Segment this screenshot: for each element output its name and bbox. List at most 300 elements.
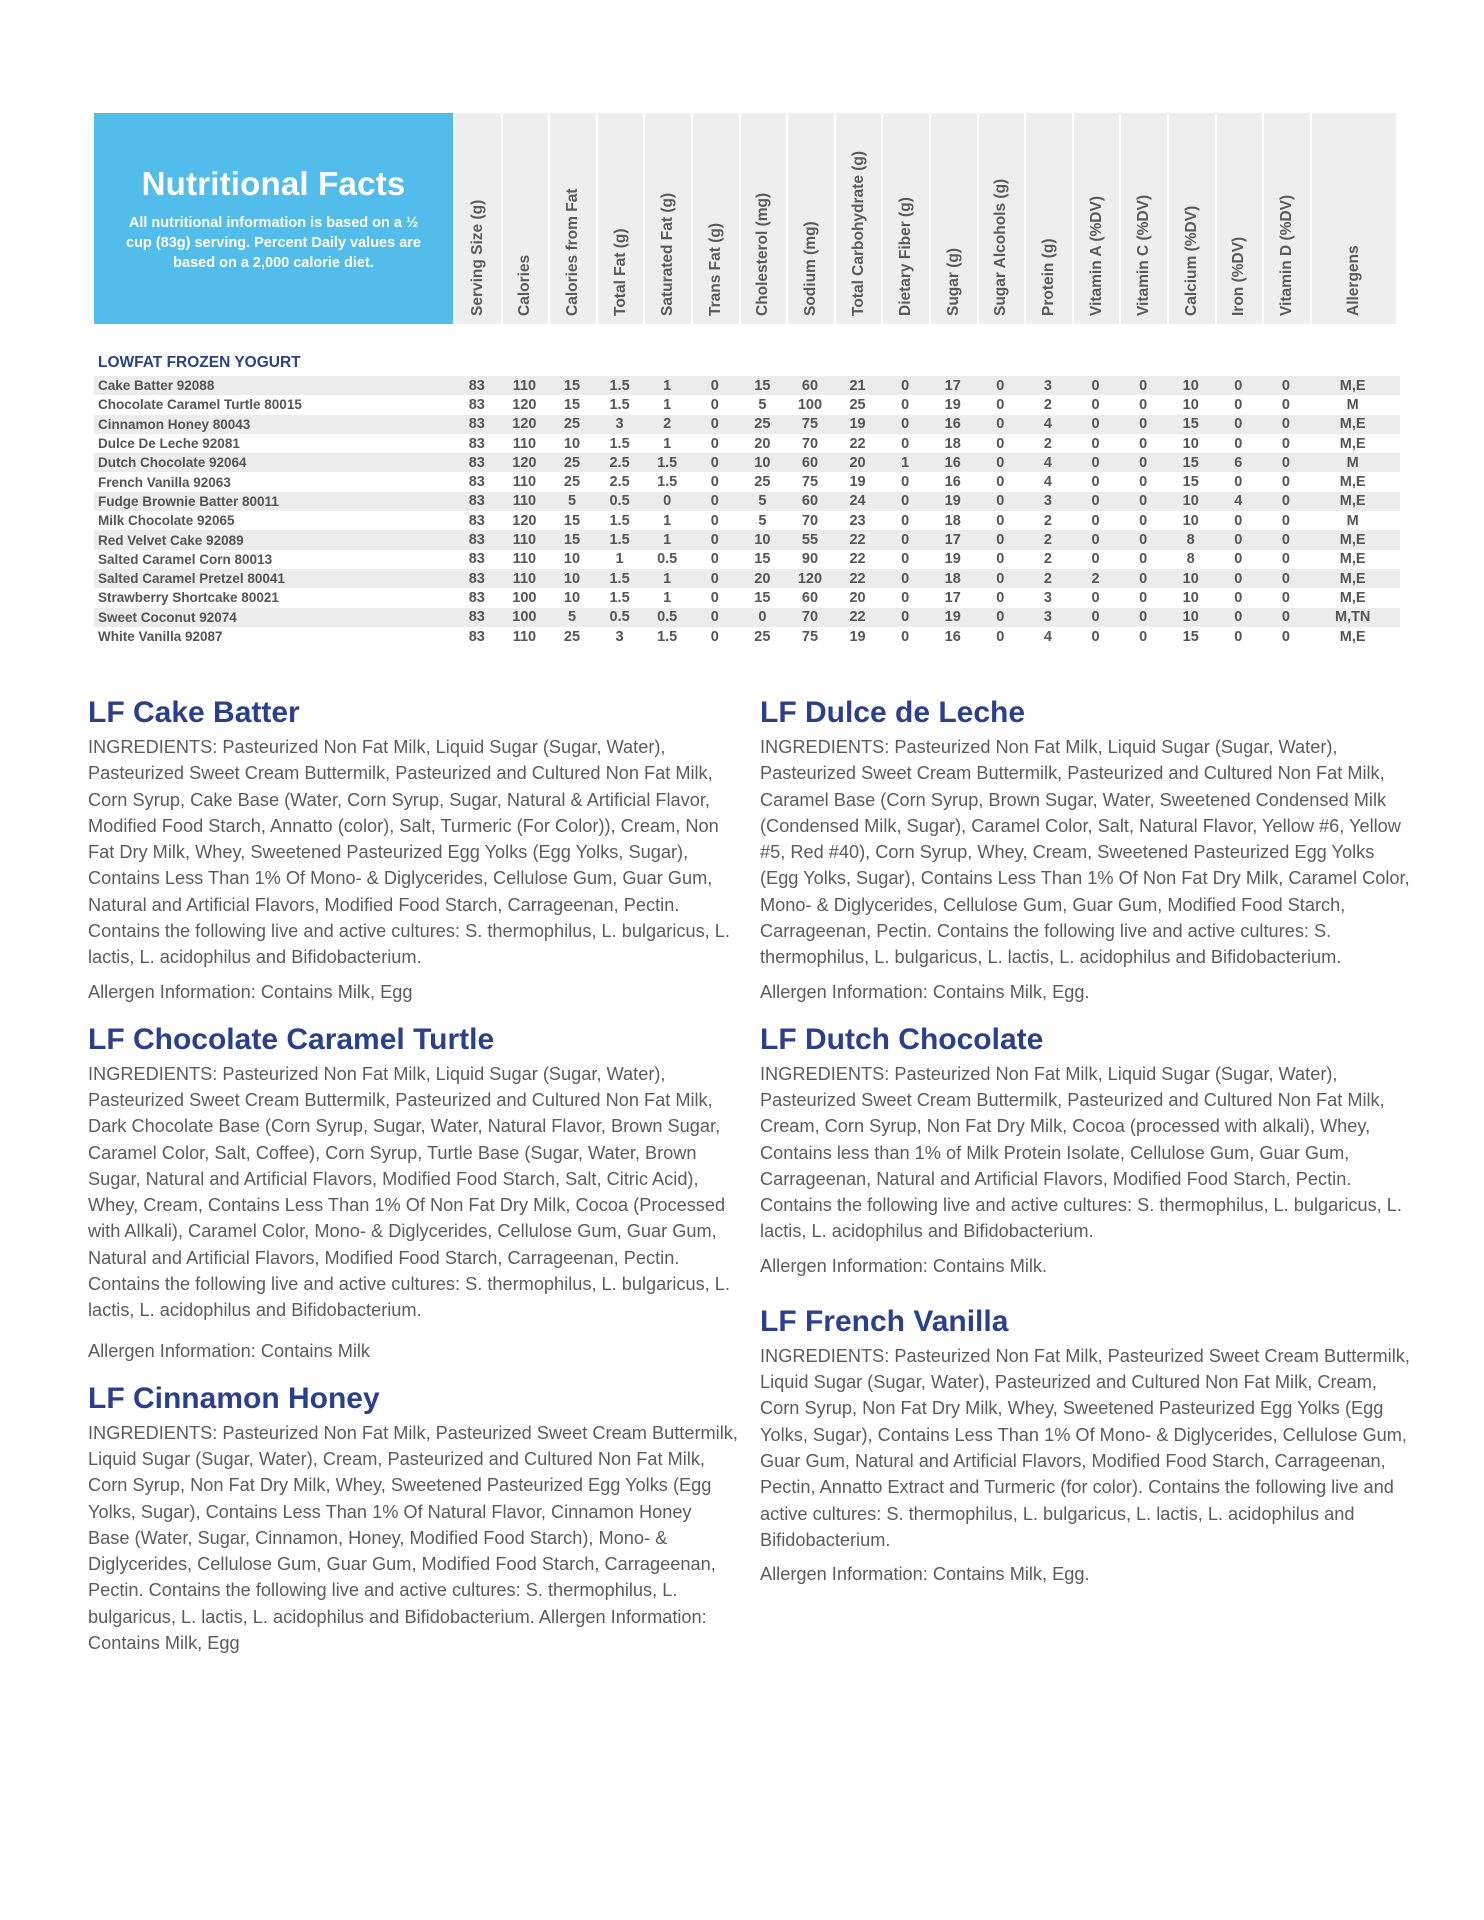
table-cell: 0: [1139, 628, 1148, 645]
table-cell: 0: [996, 396, 1005, 413]
table-row: [94, 415, 1400, 434]
table-cell: 23: [849, 512, 866, 529]
table-cell: 16: [944, 474, 961, 491]
table-cell: 0: [996, 628, 1005, 645]
table-cell: 25: [754, 474, 771, 491]
ingredients-text: INGREDIENTS: Pasteurized Non Fat Milk, Liquid Sugar (Sugar, Water), Pasteurized Sweet Cream Buttermilk, Pasteurized and Cultured Non Fat Milk, Dark Chocolate Base (Corn Syrup, Sugar, Water, Natural Flavor, Brown Sugar, Caramel Color, Salt, Coffee), Corn Syrup, Turtle Base (Sugar, Water, Brown Sugar, Natural and Artificial Flavors, Modified Food Starch, Salt, Citric Acid), Whey, Cream, Contains Less Than 1% Of Non Fat Dry Milk, Cocoa (Processed with Allkali), Caramel Color, Mono- & Diglycerides, Cellulose Gum, Guar Gum, Natural and Artificial Flavors, Modified Food Starch, Carrageenan, Pectin. Contains the following live and active cultures: S. thermophilus, L. bulgaricus, L. lactis, L. acidophilus and Bifidobacterium.: [88, 1063, 730, 1321]
column-header: [501, 113, 549, 324]
column-header: [834, 113, 882, 324]
table-cell: 5: [758, 512, 767, 529]
column-header-label: Sodium (mg): [801, 221, 819, 316]
column-header-label: Calories: [516, 254, 534, 316]
table-cell: 0: [710, 396, 719, 413]
table-cell: 75: [801, 474, 819, 491]
table-cell: 1.5: [609, 435, 630, 452]
table-cell: 2.5: [609, 454, 630, 471]
product-dutch-chocolate: [760, 1023, 1410, 1279]
table-cell: 0: [1091, 396, 1100, 413]
table-row: [94, 627, 1400, 646]
table-cell: 0: [1091, 532, 1100, 549]
table-cell: 55: [801, 532, 819, 549]
table-cell: 2: [663, 416, 672, 433]
table-cell: M,E: [1339, 435, 1366, 452]
table-cell: 25: [754, 416, 771, 433]
table-cell: 15: [563, 396, 581, 413]
table-cell: 0: [1091, 377, 1100, 394]
table-cell: 22: [849, 609, 866, 626]
table-cell: 120: [512, 512, 537, 529]
table-cell: 0: [1281, 589, 1290, 606]
table-cell: 4: [1043, 474, 1052, 491]
product-name: Sweet Coconut 92074: [98, 609, 237, 625]
table-cell: 0: [1091, 628, 1100, 645]
page-title: Nutritional Facts: [141, 164, 406, 202]
column-header: [1072, 113, 1120, 324]
table-cell: 25: [563, 416, 581, 433]
table-cell: 1.5: [609, 377, 630, 394]
table-cell: 16: [944, 454, 961, 471]
table-cell: 0: [1281, 435, 1290, 452]
table-cell: M,E: [1339, 474, 1366, 491]
title-box: [94, 113, 453, 324]
table-cell: M: [1346, 396, 1359, 413]
column-header-label: Dietary Fiber (g): [897, 197, 915, 316]
column-header-label: Iron (%DV): [1230, 236, 1248, 316]
column-header: [548, 113, 596, 324]
table-row: [94, 395, 1400, 414]
column-header: [929, 113, 977, 324]
table-cell: 15: [563, 377, 581, 394]
table-cell: 110: [512, 570, 537, 587]
product-name: Cinnamon Honey 80043: [98, 416, 251, 432]
table-header: [94, 113, 1400, 324]
table-cell: 0: [1139, 551, 1148, 568]
table-cell: 0: [1234, 532, 1243, 549]
table-cell: M,E: [1339, 532, 1366, 549]
table-row: [94, 376, 1400, 395]
table-cell: 16: [944, 416, 961, 433]
product-name: Dulce De Leche 92081: [98, 436, 240, 452]
serving-note: All nutritional information is based on a ½ cup (83g) serving. Percent Daily values are based on a 2,000 calorie diet.: [126, 214, 421, 271]
table-cell: 2: [1043, 532, 1052, 549]
table-cell: 0: [901, 532, 910, 549]
product-name: Red Velvet Cake 92089: [98, 532, 244, 548]
product-name: Dutch Chocolate 92064: [98, 455, 247, 471]
table-cell: 0: [1091, 493, 1100, 510]
product-title: LF Cake Batter: [88, 696, 300, 729]
table-cell: 0: [996, 454, 1005, 471]
table-cell: 0: [996, 474, 1005, 491]
table-cell: 83: [468, 551, 485, 568]
table-row: [94, 434, 1400, 453]
table-cell: 0: [901, 493, 910, 510]
table-cell: 0: [901, 377, 910, 394]
table-cell: 1: [615, 551, 624, 568]
table-cell: 120: [512, 454, 537, 471]
table-cell: 0: [1091, 416, 1100, 433]
table-cell: 3: [1043, 493, 1052, 510]
table-row: [94, 530, 1400, 549]
table-cell: 1: [663, 512, 672, 529]
table-cell: 0: [758, 609, 767, 626]
column-header-label: Trans Fat (g): [706, 222, 724, 316]
table-cell: 0: [996, 589, 1005, 606]
table-cell: 20: [754, 435, 771, 452]
table-cell: 0: [1234, 377, 1243, 394]
table-cell: 0: [1139, 532, 1148, 549]
column-header: [643, 113, 691, 324]
column-header: [739, 113, 787, 324]
table-cell: 0: [710, 493, 719, 510]
table-body: [94, 376, 1400, 646]
table-cell: 1.5: [609, 589, 630, 606]
table-cell: 0.5: [657, 609, 678, 626]
table-cell: 0: [710, 435, 719, 452]
table-cell: 0: [1234, 416, 1243, 433]
table-cell: 3: [1043, 377, 1052, 394]
table-cell: 10: [1182, 589, 1199, 606]
table-cell: 0: [710, 628, 719, 645]
table-cell: 0: [1281, 512, 1290, 529]
table-cell: 0: [710, 454, 719, 471]
product-dulce-de-leche: [760, 696, 1410, 1005]
table-cell: 0: [1139, 396, 1148, 413]
table-cell: 0: [1091, 609, 1100, 626]
table-cell: 0: [1091, 589, 1100, 606]
table-cell: 5: [758, 493, 767, 510]
column-header: [691, 113, 739, 324]
table-cell: M,E: [1339, 570, 1366, 587]
table-cell: 83: [468, 396, 485, 413]
table-cell: 3: [1043, 609, 1052, 626]
table-cell: 0: [1139, 377, 1148, 394]
product-name: Salted Caramel Pretzel 80041: [98, 571, 285, 587]
table-cell: 120: [512, 396, 537, 413]
table-cell: 15: [754, 377, 771, 394]
table-cell: 2: [1043, 396, 1052, 413]
table-cell: 83: [468, 493, 485, 510]
table-cell: 0: [1281, 416, 1290, 433]
table-cell: 0: [901, 474, 910, 491]
table-cell: 83: [468, 377, 485, 394]
table-cell: 0: [1281, 396, 1290, 413]
table-cell: 8: [1186, 551, 1195, 568]
table-row: [94, 511, 1400, 530]
table-cell: 0: [996, 609, 1005, 626]
table-cell: 0: [1234, 512, 1243, 529]
table-row: [94, 588, 1400, 607]
table-cell: 110: [512, 377, 537, 394]
table-cell: 83: [468, 435, 485, 452]
table-cell: 25: [754, 628, 771, 645]
table-cell: 20: [754, 570, 771, 587]
table-cell: 75: [801, 416, 819, 433]
table-cell: 0: [1281, 551, 1290, 568]
column-header-label: Calories from Fat: [563, 188, 581, 316]
table-cell: 10: [1182, 570, 1199, 587]
table-cell: M,TN: [1334, 609, 1371, 626]
product-french-vanilla: [760, 1305, 1410, 1587]
table-cell: 83: [468, 570, 485, 587]
table-cell: 19: [944, 609, 961, 626]
table-cell: 110: [512, 628, 537, 645]
table-cell: 0: [1091, 435, 1100, 452]
product-name: French Vanilla 92063: [98, 474, 231, 490]
product-chocolate-caramel-turtle: [88, 1023, 738, 1364]
product-name: Milk Chocolate 92065: [98, 513, 235, 529]
table-cell: 10: [1182, 609, 1199, 626]
table-cell: 100: [797, 396, 823, 413]
table-cell: 0: [710, 474, 719, 491]
product-name: Fudge Brownie Batter 80011: [98, 493, 279, 509]
table-cell: 2.5: [609, 474, 630, 491]
table-cell: 10: [754, 454, 771, 471]
column-header-label: Vitamin D (%DV): [1277, 194, 1295, 316]
table-cell: 10: [754, 532, 771, 549]
table-cell: 1.5: [609, 512, 630, 529]
table-cell: 0: [1281, 628, 1290, 645]
table-cell: 0: [901, 416, 910, 433]
table-cell: 17: [944, 377, 961, 394]
table-cell: 3: [615, 416, 624, 433]
table-cell: 60: [801, 377, 819, 394]
column-header: [1167, 113, 1215, 324]
table-cell: 0: [901, 589, 910, 606]
table-cell: 110: [512, 493, 537, 510]
table-cell: 1.5: [609, 532, 630, 549]
table-cell: 100: [512, 609, 537, 626]
table-cell: 22: [849, 435, 866, 452]
column-header-label: Total Carbohydrate (g): [849, 150, 867, 316]
table-cell: 1.5: [609, 570, 630, 587]
table-cell: 60: [801, 454, 819, 471]
table-cell: 5: [567, 609, 577, 626]
table-cell: 10: [1182, 377, 1199, 394]
product-title: LF Cinnamon Honey: [88, 1381, 380, 1415]
table-cell: 0: [1234, 589, 1243, 606]
table-cell: 10: [563, 589, 581, 606]
ingredients-right-column: [760, 696, 1410, 1605]
table-cell: 0: [1234, 609, 1243, 626]
column-header-label: Cholesterol (mg): [754, 192, 772, 316]
table-cell: 0: [996, 493, 1005, 510]
column-header: [1262, 113, 1310, 324]
table-cell: 22: [849, 551, 866, 568]
column-header: [881, 113, 929, 324]
table-cell: 4: [1043, 628, 1052, 645]
table-cell: 3: [615, 628, 624, 645]
table-cell: 0: [996, 377, 1005, 394]
table-cell: 0: [996, 416, 1005, 433]
table-cell: 83: [468, 589, 485, 606]
table-cell: 1: [663, 570, 672, 587]
table-row: [94, 550, 1400, 569]
table-cell: 0: [901, 512, 910, 529]
table-row: [94, 453, 1400, 472]
table-cell: 17: [944, 589, 961, 606]
table-cell: M,E: [1339, 628, 1366, 645]
table-cell: 120: [512, 416, 537, 433]
table-cell: 0: [710, 416, 719, 433]
table-cell: 0: [1281, 532, 1290, 549]
allergen-info: Allergen Information: Contains Milk, Egg.: [760, 1564, 1090, 1585]
table-cell: 0: [1281, 474, 1290, 491]
table-cell: 0: [1091, 454, 1100, 471]
table-cell: 16: [944, 628, 961, 645]
table-cell: 6: [1234, 454, 1243, 471]
table-cell: 83: [468, 609, 485, 626]
table-cell: 0: [1091, 474, 1100, 491]
column-header: [453, 113, 501, 324]
allergen-info: Allergen Information: Contains Milk, Egg.: [760, 981, 1090, 1002]
table-cell: 70: [801, 512, 819, 529]
table-row: [94, 472, 1400, 491]
table-cell: 19: [944, 493, 961, 510]
table-cell: 70: [801, 609, 819, 626]
column-header: [596, 113, 644, 324]
table-cell: 19: [944, 396, 961, 413]
table-cell: M: [1346, 512, 1359, 529]
ingredients-text: INGREDIENTS: Pasteurized Non Fat Milk, Pasteurized Sweet Cream Buttermilk, Liquid Sugar (Sugar, Water), Cream, Pasteurized and Cultured Non Fat Milk, Corn Syrup, Non Fat Dry Milk, Whey, Sweetened Pasteurized Egg Yolks (Egg Yolks, Sugar), Contains Less Than 1% Of Natural Flavor, Cinnamon Honey Base (Water, Sugar, Cinnamon, Honey, Modified Food Starch), Mono- & Diglycerides, Cellulose Gum, Guar Gum, Modified Food Starch, Carrageenan, Pectin. Contains the following live and active cultures: S. thermophilus, L. bulgaricus, L. lactis, L. acidophilus and Bifidobacterium. Allergen Information: Contains Milk, Egg: [88, 1422, 738, 1654]
table-cell: 2: [1043, 570, 1052, 587]
table-cell: M,E: [1339, 416, 1366, 433]
table-cell: 10: [563, 435, 581, 452]
table-cell: 110: [512, 474, 537, 491]
table-cell: 25: [563, 454, 581, 471]
table-cell: 0: [1091, 512, 1100, 529]
table-cell: 0: [1139, 589, 1148, 606]
table-cell: 0: [901, 609, 910, 626]
column-header-label: Saturated Fat (g): [659, 192, 677, 316]
table-cell: 20: [849, 454, 866, 471]
table-cell: 75: [801, 628, 819, 645]
table-cell: 0: [710, 609, 719, 626]
nutrition-table: [94, 113, 1400, 324]
table-cell: 10: [1182, 435, 1199, 452]
product-title: LF Chocolate Caramel Turtle: [88, 1022, 495, 1056]
column-header-label: Sugar Alcohols (g): [992, 178, 1010, 316]
table-cell: 0: [996, 532, 1005, 549]
table-cell: 4: [1234, 493, 1243, 510]
table-cell: 22: [849, 532, 866, 549]
ingredients-text: INGREDIENTS: Pasteurized Non Fat Milk, Pasteurized Sweet Cream Buttermilk, Liquid Sugar (Sugar, Water), Pasteurized and Cultured Non Fat Milk, Cream, Corn Syrup, Non Fat Dry Milk, Whey, Sweetened Pasteurized Egg Yolks (Egg Yolks, Sugar), Contains Less Than 1% Of Mono- & Diglycerides, Cellulose Gum, Guar Gum, Natural and Artificial Flavors, Modified Food Starch, Carrageenan, Pectin, Annatto Extract and Turmeric (for color). Contains the following live and active cultures: S. thermophilus, L. bulgaricus, L. lactis, L. acidophilus and Bifidobacterium.: [760, 1345, 1410, 1550]
table-cell: 1: [663, 377, 672, 394]
table-cell: M,E: [1339, 551, 1366, 568]
table-cell: 3: [1043, 589, 1052, 606]
table-cell: 70: [801, 435, 819, 452]
table-cell: 83: [468, 512, 485, 529]
table-cell: 0: [1139, 570, 1148, 587]
table-cell: 10: [1182, 512, 1199, 529]
table-cell: 15: [754, 589, 771, 606]
table-cell: 15: [1182, 628, 1199, 645]
table-cell: 15: [1182, 474, 1199, 491]
table-cell: 0: [1234, 551, 1243, 568]
table-cell: 0: [901, 551, 910, 568]
table-cell: 0: [1234, 570, 1243, 587]
table-cell: 0: [1139, 512, 1148, 529]
product-title: LF Dutch Chocolate: [760, 1022, 1044, 1056]
column-header-label: Sugar (g): [944, 247, 962, 316]
table-cell: 83: [468, 628, 485, 645]
table-cell: M: [1346, 454, 1359, 471]
product-name: Cake Batter 92088: [98, 378, 215, 394]
table-cell: 0.5: [657, 551, 678, 568]
table-cell: 20: [849, 589, 866, 606]
table-cell: 0: [1281, 493, 1290, 510]
table-cell: 22: [849, 570, 866, 587]
table-cell: 0: [901, 396, 910, 413]
table-cell: 0: [1281, 609, 1290, 626]
table-cell: 8: [1186, 532, 1195, 549]
table-cell: 60: [801, 493, 819, 510]
column-header: [1310, 113, 1396, 324]
table-cell: 0: [1234, 396, 1243, 413]
ingredients-text: INGREDIENTS: Pasteurized Non Fat Milk, Liquid Sugar (Sugar, Water), Pasteurized Sweet Cream Buttermilk, Pasteurized and Cultured Non Fat Milk, Caramel Base (Corn Syrup, Brown Sugar, Water, Sweetened Condensed Milk (Condensed Milk, Sugar), Caramel Color, Salt, Natural Flavor, Yellow #6, Yellow #5, Red #40), Corn Syrup, Whey, Cream, Sweetened Pasteurized Egg Yolks (Egg Yolks, Sugar), Contains Less Than 1% Of Non Fat Dry Milk, Caramel Color, Mono- & Diglycerides, Cellulose Gum, Guar Gum, Modified Food Starch, Carrageenan, Pectin. Contains the following live and active cultures: S. thermophilus, L. bulgaricus, L. lactis, L. acidophilus and Bifidobacterium.: [760, 737, 1410, 968]
table-cell: 19: [849, 628, 866, 645]
table-cell: 0: [710, 532, 719, 549]
table-cell: 15: [1182, 454, 1199, 471]
column-headers: [453, 113, 1396, 324]
table-cell: 1: [663, 396, 672, 413]
table-cell: 0: [1139, 416, 1148, 433]
table-cell: 4: [1043, 454, 1052, 471]
allergen-info: Allergen Information: Contains Milk: [88, 1340, 371, 1361]
table-cell: 10: [563, 570, 581, 587]
table-cell: 2: [1091, 570, 1100, 587]
table-cell: 0.5: [609, 609, 630, 626]
table-cell: 0: [710, 570, 719, 587]
table-cell: 0: [1281, 377, 1290, 394]
table-cell: 1.5: [609, 396, 630, 413]
table-cell: 0: [996, 435, 1005, 452]
table-cell: 83: [468, 454, 485, 471]
column-header-label: Protein (g): [1039, 238, 1057, 316]
product-cake-batter: [88, 696, 738, 1005]
table-cell: M,E: [1339, 493, 1366, 510]
table-cell: 0: [1139, 474, 1148, 491]
table-cell: 0: [996, 570, 1005, 587]
table-cell: 0: [996, 551, 1005, 568]
ingredients-text: INGREDIENTS: Pasteurized Non Fat Milk, Liquid Sugar (Sugar, Water), Pasteurized Sweet Cream Buttermilk, Pasteurized and Cultured Non Fat Milk, Corn Syrup, Cake Base (Water, Corn Syrup, Sugar, Natural & Artificial Flavor, Modified Food Starch, Annatto (color), Salt, Turmeric (For Color)), Cream, Non Fat Dry Milk, Whey, Sweetened Pasteurized Egg Yolks (Egg Yolks, Sugar), Contains Less Than 1% Of Mono- & Diglycerides, Cellulose Gum, Guar Gum, Natural and Artificial Flavors, Modified Food Starch, Carrageenan, Pectin. Contains the following live and active cultures: S. thermophilus, L. bulgaricus, L. lactis, L. acidophilus and Bifidobacterium.: [88, 737, 730, 968]
allergen-info: Allergen Information: Contains Milk.: [760, 1255, 1048, 1276]
table-cell: 0: [1281, 570, 1290, 587]
column-header-label: Vitamin C (%DV): [1135, 194, 1153, 316]
column-header: [1024, 113, 1072, 324]
column-header-label: Allergens: [1344, 245, 1362, 316]
table-cell: 25: [849, 396, 866, 413]
table-row: [94, 492, 1400, 511]
table-cell: 1: [663, 435, 672, 452]
table-cell: 18: [944, 435, 961, 452]
table-cell: 1.5: [657, 628, 678, 645]
table-cell: 1: [663, 589, 672, 606]
product-name: Strawberry Shortcake 80021: [98, 590, 279, 606]
section-label: LOWFAT FROZEN YOGURT: [98, 354, 301, 371]
table-cell: 1: [663, 532, 672, 549]
product-title: LF French Vanilla: [760, 1304, 1009, 1338]
ingredients-text: INGREDIENTS: Pasteurized Non Fat Milk, Liquid Sugar (Sugar, Water), Pasteurized Sweet Cream Buttermilk, Pasteurized and Cultured Non Fat Milk, Cream, Corn Syrup, Non Fat Dry Milk, Cocoa (processed with alkali), Whey, Contains less than 1% of Milk Protein Isolate, Cellulose Gum, Guar Gum, Carrageenan, Natural and Artificial Flavors, Modified Food Starch, Pectin. Contains the following live and active cultures: S. thermophilus, L. bulgaricus, L. lactis, L. acidophilus and Bifidobacterium.: [760, 1063, 1402, 1242]
table-cell: 60: [801, 589, 819, 606]
table-cell: M,E: [1339, 589, 1366, 606]
table-cell: 1.5: [657, 454, 678, 471]
product-name: Salted Caramel Corn 80013: [98, 551, 273, 567]
table-cell: 90: [801, 551, 819, 568]
table-cell: 24: [849, 493, 866, 510]
table-cell: 2: [1043, 512, 1052, 529]
table-cell: 0: [1234, 628, 1243, 645]
table-cell: 0: [1139, 454, 1148, 471]
